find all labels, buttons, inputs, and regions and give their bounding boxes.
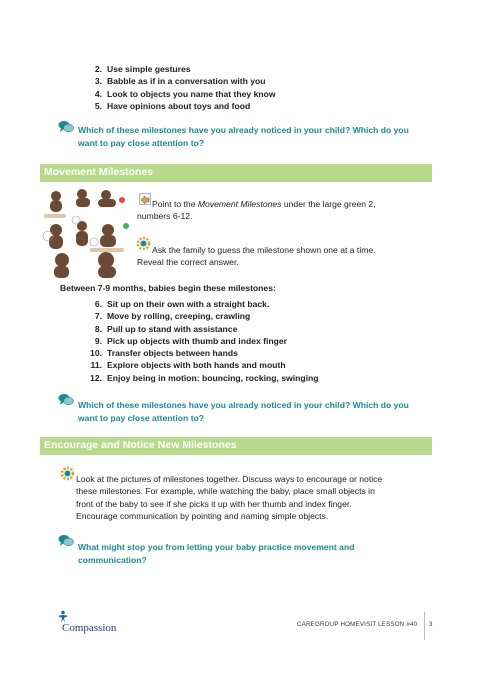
reflection-question: What might stop you from letting your baby practice movement and communication?: [78, 542, 355, 565]
footer-lesson: CAREGROUP HOMEVISIT LESSON #40: [297, 621, 418, 628]
gear-icon: [136, 236, 151, 251]
page-number: 3: [429, 621, 433, 628]
top-milestone-list: [87, 63, 276, 112]
discussion-icon: [58, 120, 74, 133]
list-item: 9. Pick up objects with thumb and index finger: [94, 335, 288, 346]
section-title: Movement Milestones: [44, 166, 154, 178]
pointing-icon: [139, 193, 151, 205]
footer-divider: [424, 612, 425, 640]
discussion-paragraph: Look at the pictures of milestones together. Discuss ways to encourage or notice these milestones. For example, while watching the baby, place small objects in front of the baby to see if she picks it up with her thumb and index finger. Encourage communication by pointing and naming simple objects.: [76, 474, 383, 522]
list-item: 5. Have opinions about toys and food: [94, 100, 251, 111]
discussion-icon: [58, 393, 74, 406]
list-item: 3. Babble as if in a conversation with you: [94, 76, 266, 87]
compassion-logo: Compassion: [62, 622, 117, 634]
list-item: 2. Use simple gestures: [94, 64, 191, 74]
reflection-question: Which of these milestones have you already noticed in your child? Which do you want to pay close attention to?: [78, 125, 409, 148]
list-item: 7. Move by rolling, creeping, crawling: [94, 311, 251, 322]
baby-milestones-illustration: [40, 186, 136, 280]
list-item: 12. Enjoy being in motion: bouncing, rocking, swinging: [90, 372, 319, 383]
section-header-movement: [40, 164, 432, 182]
section-header-encourage: [40, 437, 432, 455]
list-item: 8. Pull up to stand with assistance: [94, 323, 238, 334]
gear-icon: [60, 466, 75, 481]
section-title: Encourage and Notice New Milestones: [44, 439, 237, 451]
instruction-point: Point to the Movement Milestones under the large green 2, numbers 6-12.: [137, 199, 376, 222]
age-heading: Between 7-9 months, babies begin these milestones:: [60, 283, 276, 293]
list-item: 10. Transfer objects between hands: [90, 348, 238, 359]
movement-milestone-list: [87, 298, 319, 384]
discussion-icon: [58, 534, 74, 547]
reflection-question: Which of these milestones have you already noticed in your child? Which do you want to pay close attention to?: [78, 400, 409, 423]
list-item: 6. Sit up on their own with a straight back.: [94, 299, 270, 309]
list-item: 11. Explore objects with both hands and mouth: [90, 360, 286, 371]
list-item: 4. Look to objects you name that they know: [94, 88, 276, 99]
instruction-guess: Ask the family to guess the milestone shown one at a time. Reveal the correct answer.: [137, 245, 376, 268]
